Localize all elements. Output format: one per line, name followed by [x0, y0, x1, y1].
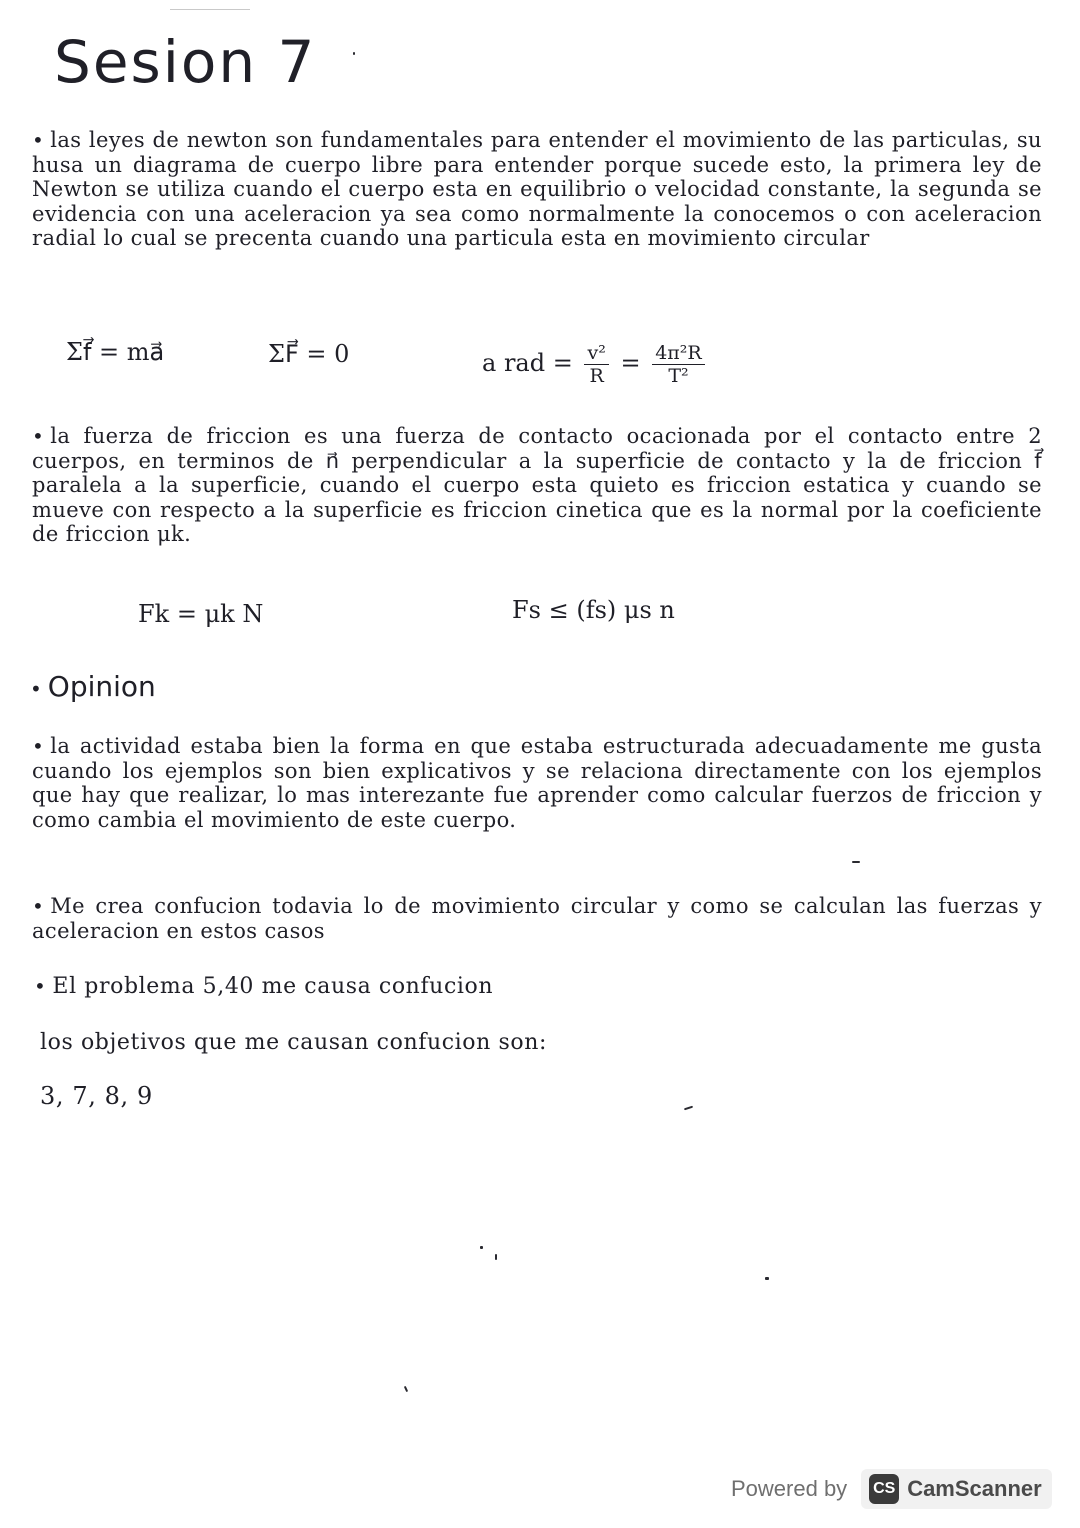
- confusion-paragraph: [32, 894, 1042, 943]
- pen-mark: [495, 1254, 497, 1260]
- formula-radial-acceleration: [482, 342, 709, 387]
- camscanner-logo-icon: CS: [869, 1474, 899, 1504]
- arad-period-numerator: 4π²R: [652, 342, 705, 365]
- newton-text: las leyes de newton son fundamentales para entender el movimiento de las particulas, su husa un diagrama de cuerpo libre para entender porque sucede esto, la primera ley de Newton se utiliza cuando el cuerpo esta en equilibrio o velocidad constante, la segunda se evidencia con una aceleracion ya sea como normalmente la conocemos o con aceleracion radial lo cual se precenta cuando una particula esta en movimiento circular: [32, 128, 1042, 251]
- formula-kinetic-friction: Fk = μk N: [138, 600, 264, 628]
- friction-paragraph: [32, 424, 1042, 547]
- arad-period-fraction: [652, 342, 705, 387]
- bullet-icon: •: [32, 894, 45, 918]
- objectives-line: los objetivos que me causan confucion son:: [40, 1030, 548, 1055]
- problem-line: [34, 974, 493, 999]
- pen-mark: [353, 52, 355, 55]
- formula-static-friction: Fs ≤ (fs) μs n: [512, 596, 675, 624]
- arad-label: a rad =: [482, 349, 573, 377]
- bullet-icon: •: [34, 974, 47, 998]
- formula-newton-second: Σf⃗ = ma⃗: [66, 338, 165, 366]
- opinion-heading-text: Opinion: [47, 670, 156, 703]
- powered-by-text: Powered by: [731, 1476, 848, 1501]
- newton-paragraph: [32, 128, 1042, 251]
- bullet-icon: •: [32, 424, 45, 448]
- camscanner-badge: [861, 1469, 1052, 1509]
- opinion-paragraph: [32, 734, 1042, 832]
- pen-mark: [684, 1106, 693, 1111]
- top-divider: [170, 9, 250, 10]
- pen-mark: [852, 861, 860, 863]
- friction-text: la fuerza de friccion es una fuerza de contacto ocacionada por el contacto entre 2 cuerpos, en terminos de n⃗ perpendicular a la superficie de contacto y la de friccion f⃗ paralela a la superficie, cuando el cuerpo esta quieto es friccion estatica y cuando se mueve con respecto a la superficie es friccion cinetica que es la normal por la coeficiente de friccion μk.: [32, 424, 1042, 547]
- camscanner-watermark: [731, 1466, 1063, 1512]
- pen-mark: [404, 1386, 408, 1392]
- pen-mark: [765, 1277, 769, 1280]
- confusion-text: Me crea confucion todavia lo de movimiento circular y como se calculan las fuerzas y aceleracion en estos casos: [32, 894, 1042, 943]
- arad-period-denominator: T²: [668, 365, 689, 387]
- opinion-heading: [30, 670, 156, 703]
- bullet-icon: •: [32, 128, 45, 152]
- arad-denominator: R: [589, 365, 604, 387]
- objectives-list: 3, 7, 8, 9: [40, 1082, 153, 1110]
- arad-numerator: v²: [584, 342, 608, 365]
- bullet-icon: •: [30, 677, 42, 701]
- bullet-icon: •: [32, 734, 45, 758]
- problem-text: El problema 5,40 me causa confucion: [52, 974, 494, 999]
- opinion-text: la actividad estaba bien la forma en que estaba estructurada adecuadamente me gusta cuando los ejemplos son bien explicativos y se relaciona directamente con los ejemplos que hay que realizar, lo mas interezante fue aprender como calcular fuerzos de friccion y como cambia el movimiento de este cuerpo.: [32, 734, 1042, 832]
- camscanner-brand: CamScanner: [907, 1476, 1042, 1501]
- page-title: Sesion 7: [54, 28, 317, 96]
- formula-equilibrium: ΣF⃗ = 0: [268, 340, 350, 368]
- equals-sign: =: [620, 349, 641, 377]
- pen-mark: [480, 1246, 483, 1249]
- arad-fraction: [584, 342, 608, 387]
